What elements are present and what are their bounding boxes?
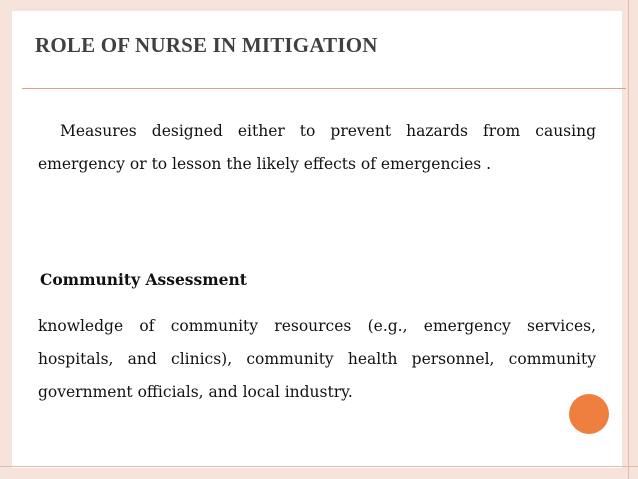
frame-bottom-line [0,466,638,467]
section-paragraph: knowledge of community resources (e.g., emergency services, hospitals, and clinics), community health personnel, community government officials, and local industry. [38,317,596,401]
section-heading: Community Assessment [40,270,247,289]
slide-frame-right [622,0,638,479]
decorative-orange-circle [569,394,609,434]
slide-frame-left [0,0,12,479]
title-divider [22,88,626,89]
slide-frame-bottom [0,468,638,479]
slide-title: ROLE OF NURSE IN MITIGATION [35,33,378,57]
slide-frame-top [0,0,638,11]
intro-paragraph: Measures designed either to prevent hazards from causing emergency or to lesson the likely effects of emergencies . [38,122,596,173]
frame-right-line [628,0,629,479]
